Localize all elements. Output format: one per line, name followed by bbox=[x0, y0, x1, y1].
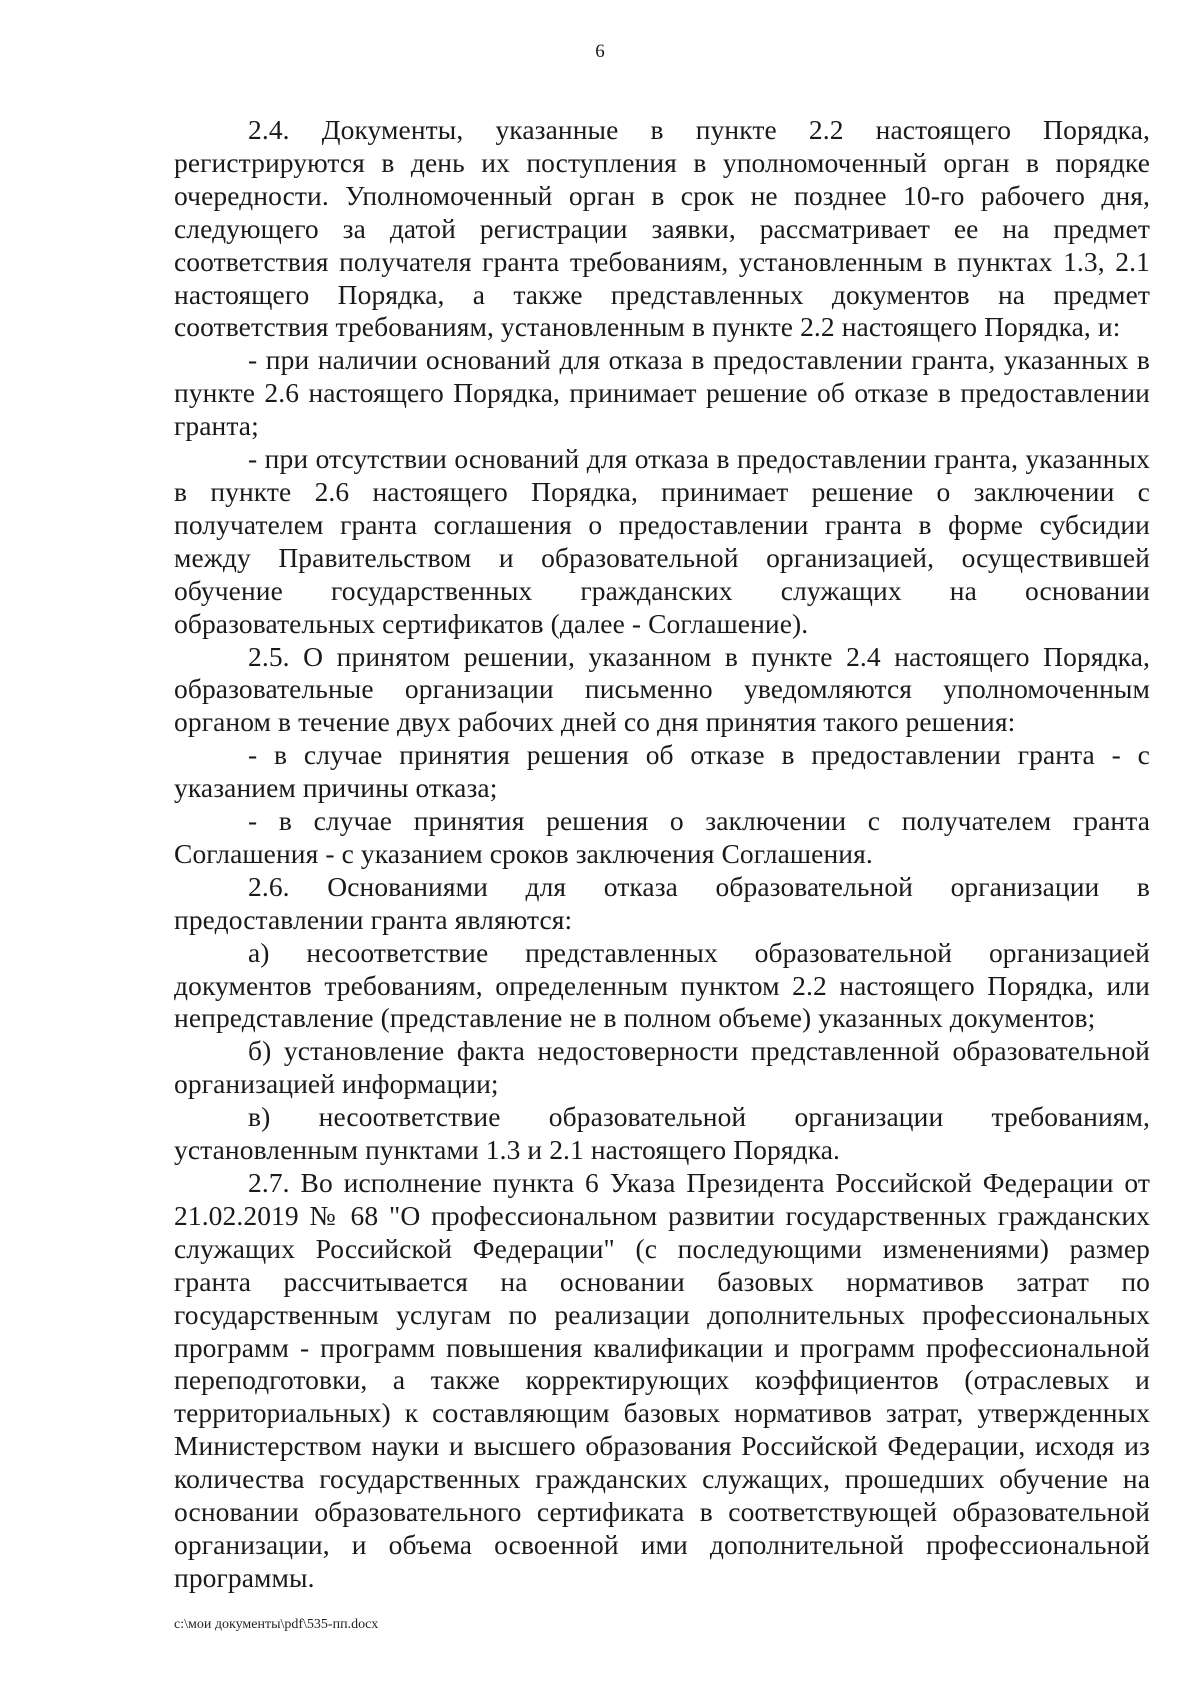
paragraph-2-6-item-c: в) несоответствие образовательной организации требованиям, установленным пунктами 1.3 и 2.1 настоящего Порядка. bbox=[174, 1101, 1150, 1166]
paragraph-2-5-item-refusal: - в случае принятия решения об отказе в предоставлении гранта - с указанием причины отказа; bbox=[174, 739, 1150, 804]
document-body bbox=[174, 114, 1150, 1595]
paragraph-2-4-item-agreement: - при отсутствии оснований для отказа в предоставлении гранта, указанных в пункте 2.6 настоящего Порядка, принимает решение о заключении с получателем гранта соглашения о предоставлении гранта в форме субсидии между Правительством и образовательной организацией, осуществившей обучение государственных гражданских служащих на основании образовательных сертификатов (далее - Соглашение). bbox=[174, 443, 1150, 639]
footer-file-path: c:\мои документы\pdf\535-пп.docx bbox=[174, 1617, 379, 1632]
paragraph-2-6-item-a: а) несоответствие представленных образовательной организацией документов требованиям, определенным пунктом 2.2 настоящего Порядка, или непредставление (представление не в полном объеме) указанных документов; bbox=[174, 936, 1150, 1034]
paragraph-2-6-item-b: б) установление факта недостоверности представленной образовательной организацией информации; bbox=[174, 1035, 1150, 1100]
paragraph-2-5: 2.5. О принятом решении, указанном в пункте 2.4 настоящего Порядка, образовательные организации письменно уведомляются уполномоченным органом в течение двух рабочих дней со дня принятия такого решения: bbox=[174, 640, 1150, 738]
paragraph-2-5-item-agreement: - в случае принятия решения о заключении с получателем гранта Соглашения - с указанием сроков заключения Соглашения. bbox=[174, 805, 1150, 869]
paragraph-2-4: 2.4. Документы, указанные в пункте 2.2 настоящего Порядка, регистрируются в день их поступления в уполномоченный орган в порядке очередности. Уполномоченный орган в срок не позднее 10-го рабочего дня, следующего за датой регистрации заявки, рассматривает ее на предмет соответствия получателя гранта требованиям, установленным в пунктах 1.3, 2.1 настоящего Порядка, а также представленных документов на предмет соответствия требованиям, установленным в пункте 2.2 настоящего Порядка, и: bbox=[174, 114, 1150, 343]
paragraph-2-7: 2.7. Во исполнение пункта 6 Указа Президента Российской Федерации от 21.02.2019 № 68 "О профессиональном развитии государственных гражданских служащих Российской Федерации" (с последующими изменениями) размер гранта рассчитывается на основании базовых нормативов затрат по государственным услугам по реализации дополнительных профессиональных программ - программ повышения квалификации и программ профессиональной переподготовки, а также корректирующих коэффициентов (отраслевых и территориальных) к составляющим базовых нормативов затрат, утвержденных Министерством науки и высшего образования Российской Федерации, исходя из количества государственных гражданских служащих, прошедших обучение на основании образовательного сертификата в соответствующей образовательной организации, и объема освоенной ими дополнительной профессиональной программы. bbox=[174, 1167, 1150, 1593]
paragraph-2-6: 2.6. Основаниями для отказа образовательной организации в предоставлении гранта являются: bbox=[174, 870, 1150, 935]
paragraph-2-4-item-refusal: - при наличии оснований для отказа в предоставлении гранта, указанных в пункте 2.6 настоящего Порядка, принимает решение об отказе в предоставлении гранта; bbox=[174, 344, 1150, 442]
page-number: 6 bbox=[595, 41, 605, 62]
